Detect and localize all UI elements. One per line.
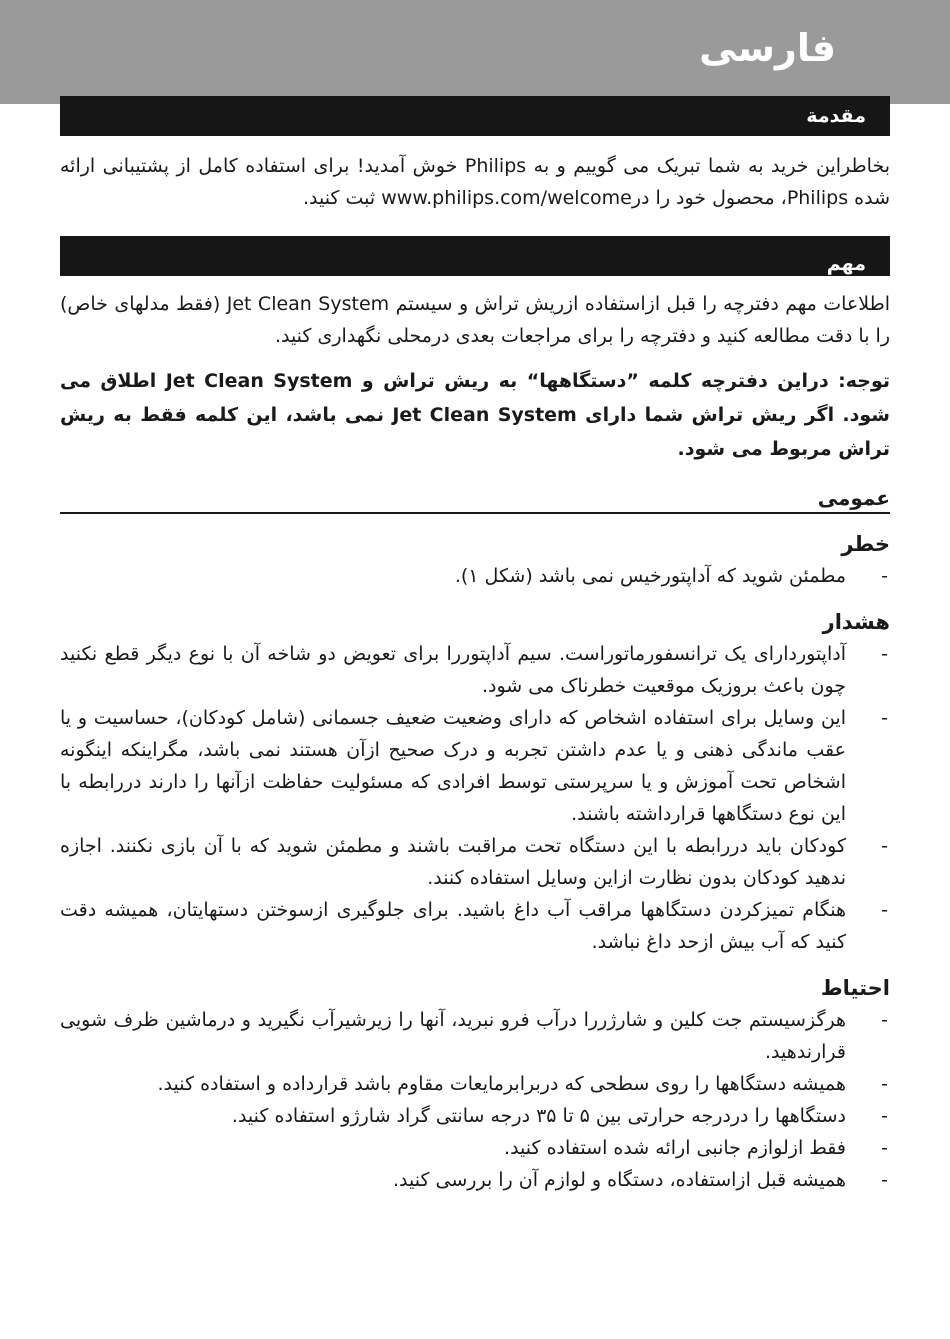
important-heading: مهم (826, 253, 866, 275)
danger-heading: خطر (841, 532, 890, 556)
note-paragraph: توجه: دراین دفترچه کلمه ”دستگاهها“ به ریش تراش و Jet Clean System اطلاق می شود. اگر ریش تراش شما دارای Jet Clean System نمی باشد، این کلمه فقط به ریش تراش مربوط می شود. (60, 370, 890, 460)
language-header-band (0, 0, 950, 104)
list-item: - این وسایل برای استفاده اشخاص که دارای وضعیت ضعیف جسمانی (شامل کودکان)، حساسیت و یا عقب ماندگی ذهنی و یا عدم داشتن تجربه و درک صحیح ازآن هستند نمی باشد، مگراینکه اینگونه اشخاص تحت آموزش و یا سرپرستی توسط افرادی که مسئولیت حفاظت ازآنها را دارند دررابطه با این نوع دستگاهها قرارداشته باشند. (60, 707, 888, 825)
document-body (60, 96, 890, 1196)
list-item: - هنگام تمیزکردن دستگاهها مراقب آب داغ باشید. برای جلوگیری ازسوختن دستهایتان، همیشه دقت کنید که آب بیش ازحد داغ نباشد. (60, 899, 888, 953)
intro-heading-bar (60, 96, 890, 136)
list-item: - همیشه قبل ازاستفاده، دستگاه و لوازم آن را بررسی کنید. (392, 1169, 888, 1191)
intro-heading: مقدمة (806, 105, 866, 127)
general-section-title: عمومی (60, 486, 890, 514)
list-item: - آداپتوردارای یک ترانسفورماتوراست. سیم آداپتوررا برای تعویض دو شاخه آن با نوع دیگر قطع نکنید چون باعث بروزیک موقعیت خطرناک می شود. (60, 643, 888, 697)
warning-heading: هشدار (822, 610, 890, 634)
list-item: - دستگاهها را دردرجه حرارتی بین ۵ تا ۳۵ درجه سانتی گراد شارژو استفاده کنید. (231, 1105, 888, 1127)
danger-list (60, 560, 890, 592)
list-item: - فقط ازلوازم جانبی ارائه شده استفاده کنید. (504, 1137, 888, 1159)
important-heading-bar (60, 236, 890, 276)
list-item: - کودکان باید دررابطه با این دستگاه تحت مراقبت باشند و مطمئن شوید که با آن بازی نکنند. اجازه ندهید کودکان بدون نظارت ازاین وسایل استفاده کنند. (60, 835, 888, 889)
caution-list (60, 1004, 890, 1196)
warning-list (60, 638, 890, 958)
language-title: فارسی (699, 26, 836, 70)
caution-heading: احتیاط (820, 976, 890, 1000)
important-paragraph: اطلاعات مهم دفترچه را قبل ازاستفاده ازریش تراش و سیستم Jet Clean System (فقط مدلهای خاص) را با دقت مطالعه کنید و دفترچه را برای مراجعات بعدی درمحلی نگهداری کنید. (60, 293, 890, 347)
list-item: - هرگزسیستم جت کلین و شارژررا درآب فرو نبرید، آنها را زیرشیرآب نگیرید و درماشین ظرف شویی قرارندهید. (60, 1009, 888, 1063)
list-item: - همیشه دستگاهها را روی سطحی که دربرابرمایعات مقاوم باشد قرارداده و استفاده کنید. (157, 1073, 888, 1095)
intro-paragraph: بخاطراین خرید به شما تبریک می گوییم و به Philips خوش آمدید! برای استفاده کامل از پشتیبانی ارائه شده Philips، محصول خود را درwww.philips.com/welcome ثبت کنید. (60, 155, 890, 209)
list-item: - مطمئن شوید که آداپتورخیس نمی باشد (شکل ۱). (454, 565, 888, 587)
